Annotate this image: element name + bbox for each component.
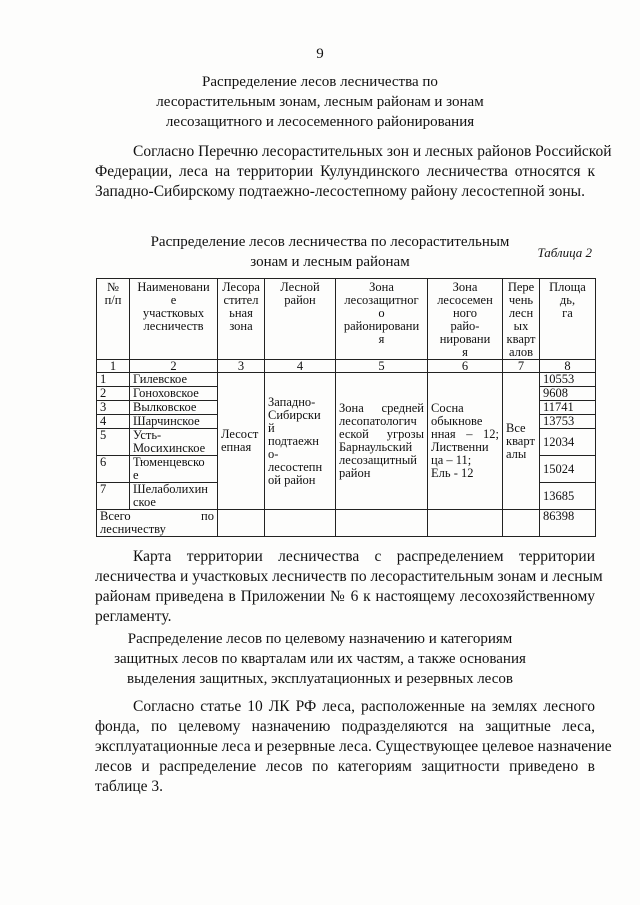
header-line: я [462,345,468,359]
column-number-cell: 5 [336,360,428,373]
header-line: я [378,332,385,346]
header-line: зона [229,319,253,333]
seed-zone-line-part: обыкнове [431,414,483,428]
header-cell [503,279,540,360]
header-cell [336,279,428,360]
paragraph-line: Согласно статье 10 ЛК РФ леса, расположенные на землях лесного [133,698,595,715]
heading-line: выделения защитных, эксплуатационных и резервных лесов [127,671,513,687]
total-label-cell [97,510,218,537]
area-cell: 15024 [540,456,596,483]
forestry-name-cell [130,387,218,401]
table-row [97,373,596,387]
heading-line: лесорастительным зонам, лесным районам и зонам [156,94,484,110]
row-number-cell: 6 [97,456,130,483]
header-cell [265,279,336,360]
quarters-list-cell [503,373,540,510]
section-heading-target-purpose [0,629,640,689]
seed-zone-line-part: Ель - 12 [431,466,474,480]
forest-protection-line-part: район [339,466,371,480]
area-cell: 12034 [540,429,596,456]
header-line: ного [452,306,477,320]
header-line: Зона [452,280,478,294]
header-line: га [562,306,573,320]
forestry-name-line: Тюменцевско [133,455,205,469]
paragraph-line: районам приведена в Приложении № 6 к настоящему лесохозяйственному [95,588,595,605]
header-line: е [170,293,177,307]
seed-zone-line-part: нная [431,427,456,441]
total-label-line: лесничеству [100,522,166,536]
forestry-name-line: Мосихинское [133,441,206,455]
total-area-cell: 86398 [540,510,596,537]
forestry-name-cell [130,483,218,510]
seed-zone-line-part: Лиственни [431,440,489,454]
forest-district-line: Западно- [268,394,316,409]
paragraph-line: Западно-Сибирскому подтаежно-лесостепному району лесостепной зоны. [95,183,585,200]
empty-cell [428,510,503,537]
heading-line: Распределение лесов по целевому назначению и категориям [127,631,513,647]
row-number-cell: 2 [97,387,130,401]
quarters-line: алы [506,446,527,461]
header-line: Лесной [280,280,320,294]
forestry-name-cell [130,415,218,429]
column-number-cell: 4 [265,360,336,373]
forest-distribution-table [96,278,596,537]
quarters-line: кварт [506,433,535,448]
forest-protection-line-part: еской [339,427,369,441]
forest-protection-line-part: лесозащитный [339,453,417,467]
table-title-line: зонам и лесным районам [250,254,410,270]
total-row [97,510,596,537]
column-number-cell: 3 [218,360,265,373]
area-cell: 11741 [540,401,596,415]
seed-zone-line [431,467,499,480]
area-cell: 9608 [540,387,596,401]
forestry-name-line: Вылковское [133,400,197,414]
header-line: Площа [549,280,586,294]
header-line: кварт [506,332,536,346]
vegetation-zone-line: Лесост [221,427,259,441]
area-cell: 13685 [540,483,596,510]
forestry-name-cell [130,373,218,387]
table-header-row [97,279,596,360]
seed-zone-line-part: ца – 11; [431,453,472,467]
empty-cell [503,510,540,537]
header-line: Зона [369,280,394,294]
header-line: ых [513,319,529,333]
paragraph-line: лесничества и участковых лесничеств по лесорастительным зонам и лесным [95,568,603,585]
header-line: участковых [142,306,205,320]
header-cell [218,279,265,360]
forestry-name-cell [130,401,218,415]
forest-protection-zone-cell [336,373,428,510]
header-line: чень [508,293,534,307]
header-line: райо- [450,319,480,333]
paragraph-line: Федерации, леса на территории Кулундинского лесничества относятся к [95,163,595,180]
forest-district-cell [265,373,336,510]
paragraph-line: Карта территории лесничества с распределением территории [133,548,595,565]
row-number-cell: 7 [97,483,130,510]
heading-line: лесозащитного и лесосеменного районирования [165,114,475,130]
forest-protection-line-part: угрозы [386,427,424,441]
area-cell: 13753 [540,415,596,429]
column-number-cell: 7 [503,360,540,373]
table-label: Таблица 2 [537,245,592,260]
header-cell [540,279,596,360]
header-line: район [284,293,316,307]
header-line: районировани [343,319,420,333]
header-line: лесничеств [143,319,204,333]
column-number-cell: 8 [540,360,596,373]
header-line: № [107,280,119,294]
heading-line: защитных лесов по кварталам или их частям, а также основания [114,651,526,667]
paragraph-line: лесов и распределение лесов по категориям защитности приведено в [95,758,595,775]
paragraph-line: регламенту. [95,608,172,625]
row-number-cell: 3 [97,401,130,415]
total-label-part: Всего [100,509,131,523]
header-cell [130,279,218,360]
vegetation-zone-line: епная [221,440,252,454]
forestry-name-cell [130,429,218,456]
forestry-name-line: е [133,468,139,482]
header-line: дь, [559,293,576,307]
header-line: алов [508,345,534,359]
header-line: ьная [229,306,253,320]
forest-district-line: подтаежн [268,433,319,448]
section-heading-forest-zones [0,72,640,132]
forest-protection-line-part: лесопатологич [339,414,417,428]
header-cell [97,279,130,360]
seed-zone-cell [428,373,503,510]
page-number: 9 [316,46,324,62]
forest-protection-line-part: Барнаульский [339,440,413,454]
seed-zone-line-part: 12; [483,427,499,441]
forestry-name-line: Усть- [133,428,162,442]
column-number-row [97,360,596,373]
header-cell [428,279,503,360]
forest-district-line: ой район [268,472,316,487]
paragraph-line: таблице 3. [95,778,164,795]
vegetation-zone-cell [218,373,265,510]
empty-cell [218,510,265,537]
total-label-part: по [201,509,214,523]
header-line: о [378,306,385,320]
header-line: лесозащитног [344,293,419,307]
map-reference-paragraph [95,547,603,627]
forestry-name-line: Шарчинское [133,414,200,428]
empty-cell [265,510,336,537]
intro-paragraph [95,142,612,202]
forestry-name-line: Шелаболихин [133,482,208,496]
heading-line: Распределение лесов лесничества по [202,74,438,90]
forest-protection-line-part: Зона [339,401,364,415]
forest-district-line: Сибирски [268,407,321,422]
header-line: стител [223,293,259,307]
row-number-cell: 4 [97,415,130,429]
paragraph-line: фонда, по целевому назначению подразделяются на защитные леса, [95,718,595,735]
forestry-name-line: Гоноховское [133,386,199,400]
forest-district-line: й [268,420,275,435]
column-number-cell: 1 [97,360,130,373]
row-number-cell: 5 [97,429,130,456]
table-title [100,232,560,272]
quarters-line: Все [506,420,526,435]
seed-zone-line-part: Сосна [431,401,464,415]
row-number-cell: 1 [97,373,130,387]
forest-protection-line [339,467,424,480]
seed-zone-line-part: – [466,427,473,441]
header-line: лесосемен [437,293,493,307]
header-line: Пере [507,280,535,294]
forestry-name-line: Гилевское [133,372,187,386]
forestry-name-line: ское [133,495,156,509]
paragraph-line: эксплуатационные леса и резервные леса. Существующее целевое назначение [95,738,612,755]
forestry-name-cell [130,456,218,483]
forest-district-line: лесостепн [268,459,323,474]
header-line: Лесора [222,280,260,294]
purpose-paragraph [95,697,612,797]
forest-district-line: о- [268,446,279,461]
header-line: лесн [508,306,534,320]
column-number-cell: 6 [428,360,503,373]
empty-cell [336,510,428,537]
header-line: нировани [439,332,491,346]
header-line: Наименовани [137,280,210,294]
forest-protection-line-part: средней [381,401,424,415]
paragraph-line: Согласно Перечню лесорастительных зон и лесных районов Российской [133,143,612,160]
table-title-line: Распределение лесов лесничества по лесорастительным [150,234,510,250]
area-cell: 10553 [540,373,596,387]
header-line: п/п [104,293,122,307]
column-number-cell: 2 [130,360,218,373]
